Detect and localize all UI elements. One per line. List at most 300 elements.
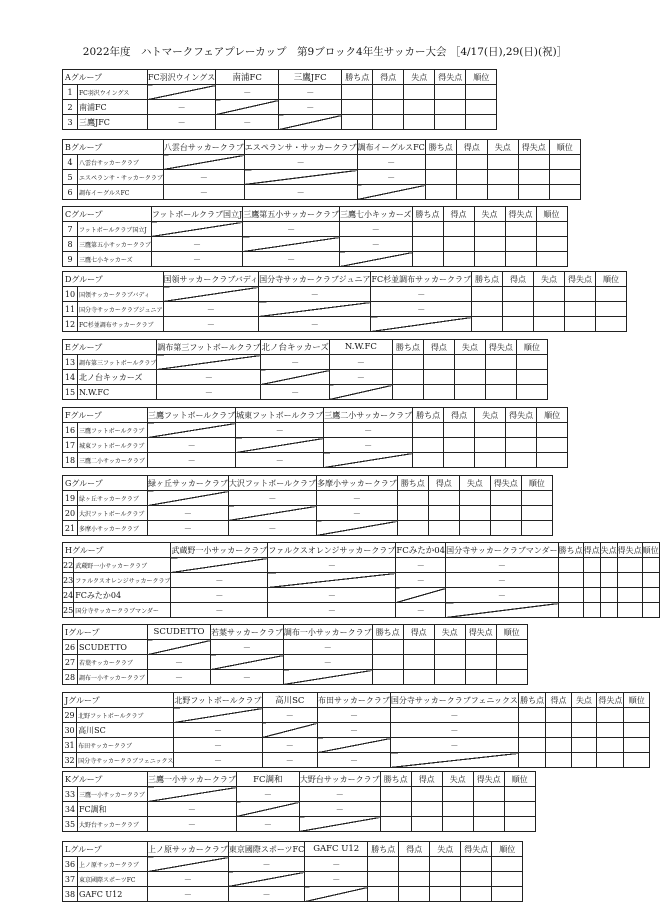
stat-cell bbox=[558, 603, 583, 618]
team-row bbox=[63, 370, 548, 385]
stat-header: 得失点 bbox=[485, 340, 516, 355]
team-column-header: SCUDETTO bbox=[148, 625, 211, 640]
stat-header: 得失点 bbox=[518, 140, 549, 155]
stat-header: 失点 bbox=[571, 693, 596, 708]
team-name: 上ノ原サッカークラブ bbox=[78, 857, 148, 872]
group-name: Eグループ bbox=[63, 340, 157, 355]
self-match-cell bbox=[211, 655, 284, 670]
stat-cell bbox=[597, 723, 624, 738]
stat-cell bbox=[504, 802, 535, 817]
group-table bbox=[62, 339, 548, 400]
match-result-cell: － bbox=[305, 857, 368, 872]
match-result-cell: － bbox=[446, 558, 559, 573]
match-result-cell: － bbox=[171, 573, 268, 588]
match-result-cell: － bbox=[148, 817, 237, 832]
match-result-cell: － bbox=[446, 573, 559, 588]
stat-header: 失点 bbox=[533, 272, 564, 287]
team-number: 12 bbox=[63, 317, 78, 332]
stat-header: 得失点 bbox=[505, 207, 536, 222]
match-result-cell: － bbox=[329, 370, 392, 385]
team-number: 2 bbox=[63, 100, 78, 115]
stat-cell bbox=[397, 506, 428, 521]
team-row bbox=[63, 355, 548, 370]
team-name: 三鷹JFC bbox=[78, 115, 148, 130]
self-match-cell bbox=[446, 603, 559, 618]
match-result-cell: － bbox=[357, 170, 425, 185]
match-result-cell: － bbox=[262, 753, 318, 768]
team-name: 三鷹七小キッカーズ bbox=[78, 252, 152, 267]
stat-cell bbox=[428, 521, 459, 536]
stat-cell bbox=[454, 370, 485, 385]
stat-header: 勝ち点 bbox=[380, 772, 411, 787]
team-row bbox=[63, 655, 528, 670]
match-result-cell: － bbox=[446, 588, 559, 603]
stat-cell bbox=[536, 252, 567, 267]
stat-cell bbox=[533, 302, 564, 317]
stat-cell bbox=[442, 817, 473, 832]
match-result-cell: － bbox=[163, 302, 259, 317]
match-result-cell: － bbox=[279, 100, 342, 115]
team-number: 32 bbox=[63, 753, 77, 768]
group-name: Lグループ bbox=[63, 842, 148, 857]
stat-cell bbox=[372, 655, 403, 670]
team-row bbox=[63, 302, 627, 317]
team-row bbox=[63, 317, 627, 332]
stat-cell bbox=[404, 85, 435, 100]
team-column-header: 多摩小サッカークラブ bbox=[316, 476, 397, 491]
team-name: 国分寺サッカークラブジュニア bbox=[78, 302, 164, 317]
team-column-header: 北野フットボールクラブ bbox=[174, 693, 262, 708]
match-result-cell: － bbox=[236, 787, 299, 802]
stat-header: 得点 bbox=[502, 272, 533, 287]
team-number: 13 bbox=[63, 355, 78, 370]
match-result-cell: － bbox=[261, 385, 329, 400]
match-result-cell: － bbox=[390, 738, 518, 753]
match-result-cell: － bbox=[283, 640, 372, 655]
team-name: 調布イーグルスFC bbox=[78, 185, 164, 200]
team-number: 3 bbox=[63, 115, 78, 130]
team-row bbox=[63, 155, 581, 170]
match-result-cell: － bbox=[148, 802, 237, 817]
stat-cell bbox=[516, 370, 547, 385]
team-column-header: FC調和 bbox=[236, 772, 299, 787]
team-number: 22 bbox=[63, 558, 74, 573]
team-name: 高川SC bbox=[77, 723, 174, 738]
match-result-cell: － bbox=[211, 670, 284, 685]
self-match-cell bbox=[174, 708, 262, 723]
stat-cell bbox=[516, 385, 547, 400]
stat-cell bbox=[536, 222, 567, 237]
stat-cell bbox=[505, 237, 536, 252]
team-column-header: 東京國際スポーツFC bbox=[228, 842, 304, 857]
group-header-row bbox=[63, 272, 627, 287]
team-row bbox=[63, 100, 497, 115]
stat-header: 失点 bbox=[434, 625, 465, 640]
stat-cell bbox=[465, 640, 496, 655]
match-result-cell: － bbox=[390, 708, 518, 723]
team-number: 19 bbox=[63, 491, 78, 506]
team-number: 7 bbox=[63, 222, 78, 237]
stat-header: 勝ち点 bbox=[518, 693, 545, 708]
stat-header: 順位 bbox=[492, 842, 523, 857]
team-number: 30 bbox=[63, 723, 77, 738]
stat-header: 順位 bbox=[537, 408, 568, 423]
team-name: 東京國際スポーツFC bbox=[78, 872, 148, 887]
stat-cell bbox=[466, 115, 497, 130]
stat-cell bbox=[617, 588, 642, 603]
team-name: 城東フットボールクラブ bbox=[78, 438, 148, 453]
stat-cell bbox=[600, 558, 617, 573]
stat-cell bbox=[536, 237, 567, 252]
stat-cell bbox=[518, 738, 545, 753]
group-header-row bbox=[63, 543, 660, 558]
match-result-cell: － bbox=[259, 287, 371, 302]
self-match-cell bbox=[329, 385, 392, 400]
team-name: 国領サッカークラブバディ bbox=[78, 287, 164, 302]
stat-cell bbox=[373, 115, 404, 130]
self-match-cell bbox=[243, 237, 340, 252]
stat-cell bbox=[490, 521, 521, 536]
team-row bbox=[63, 252, 568, 267]
team-number: 5 bbox=[63, 170, 78, 185]
team-column-header: FC羽沢ウイングス bbox=[148, 70, 216, 85]
team-number: 29 bbox=[63, 708, 77, 723]
stat-cell bbox=[600, 573, 617, 588]
team-column-header: 三鷹二小サッカークラブ bbox=[324, 408, 413, 423]
team-column-header: 南浦FC bbox=[216, 70, 279, 85]
team-name: 北ノ台キッカーズ bbox=[78, 370, 157, 385]
stat-cell bbox=[465, 655, 496, 670]
stat-cell bbox=[487, 185, 518, 200]
stat-cell bbox=[473, 802, 504, 817]
stat-cell bbox=[368, 887, 399, 902]
team-row bbox=[63, 640, 528, 655]
stat-header: 失点 bbox=[442, 772, 473, 787]
team-row bbox=[63, 85, 497, 100]
stat-cell bbox=[624, 753, 650, 768]
team-number: 26 bbox=[63, 640, 78, 655]
stat-header: 得失点 bbox=[465, 625, 496, 640]
stat-cell bbox=[506, 453, 537, 468]
match-result-cell: － bbox=[236, 817, 299, 832]
match-result-cell: － bbox=[283, 655, 372, 670]
group-name: Dグループ bbox=[63, 272, 164, 287]
group-header-row bbox=[63, 140, 581, 155]
stat-cell bbox=[492, 857, 523, 872]
stat-header: 勝ち点 bbox=[413, 408, 444, 423]
match-result-cell: － bbox=[151, 237, 242, 252]
team-name: 緑ヶ丘サッカークラブ bbox=[78, 491, 148, 506]
stat-cell bbox=[624, 708, 650, 723]
stat-cell bbox=[459, 491, 490, 506]
stat-cell bbox=[423, 385, 454, 400]
team-number: 33 bbox=[63, 787, 78, 802]
stat-cell bbox=[571, 753, 596, 768]
match-result-cell: － bbox=[396, 573, 446, 588]
self-match-cell bbox=[148, 787, 237, 802]
stat-cell bbox=[571, 738, 596, 753]
match-result-cell: － bbox=[316, 491, 397, 506]
stat-cell bbox=[399, 872, 430, 887]
self-match-cell bbox=[316, 521, 397, 536]
stat-cell bbox=[642, 558, 659, 573]
stat-cell bbox=[624, 738, 650, 753]
stat-header: 失点 bbox=[430, 842, 461, 857]
group-table bbox=[62, 271, 627, 332]
stat-cell bbox=[434, 655, 465, 670]
team-column-header: 調布第三フットボールクラブ bbox=[157, 340, 261, 355]
stat-cell bbox=[487, 170, 518, 185]
team-number: 18 bbox=[63, 453, 78, 468]
stat-cell bbox=[456, 155, 487, 170]
stat-header: 得失点 bbox=[617, 543, 642, 558]
team-name: N.W.FC bbox=[78, 385, 157, 400]
stat-cell bbox=[459, 521, 490, 536]
stat-cell bbox=[518, 708, 545, 723]
match-result-cell: － bbox=[324, 438, 413, 453]
team-row bbox=[63, 558, 660, 573]
team-number: 1 bbox=[63, 85, 78, 100]
stat-header: 順位 bbox=[595, 272, 626, 287]
group-header-row bbox=[63, 207, 568, 222]
team-column-header: 国領サッカークラブバディ bbox=[163, 272, 259, 287]
stat-header: 得点 bbox=[456, 140, 487, 155]
self-match-cell bbox=[279, 115, 342, 130]
stat-header: 得点 bbox=[423, 340, 454, 355]
stat-cell bbox=[595, 287, 626, 302]
stat-cell bbox=[521, 491, 552, 506]
self-match-cell bbox=[305, 887, 368, 902]
team-name: FC杉並調布サッカークラブ bbox=[78, 317, 164, 332]
match-result-cell: － bbox=[148, 438, 236, 453]
stat-cell bbox=[397, 521, 428, 536]
stat-cell bbox=[423, 370, 454, 385]
stat-cell bbox=[518, 155, 549, 170]
stat-cell bbox=[518, 185, 549, 200]
team-number: 25 bbox=[63, 603, 74, 618]
self-match-cell bbox=[299, 817, 380, 832]
team-name: フットボールクラブ国立J bbox=[78, 222, 152, 237]
match-result-cell: － bbox=[171, 588, 268, 603]
team-number: 14 bbox=[63, 370, 78, 385]
self-match-cell bbox=[151, 222, 242, 237]
team-number: 8 bbox=[63, 237, 78, 252]
stat-cell bbox=[471, 302, 502, 317]
stat-header: 得失点 bbox=[564, 272, 595, 287]
match-result-cell: － bbox=[371, 302, 472, 317]
stat-cell bbox=[399, 887, 430, 902]
match-result-cell: － bbox=[171, 603, 268, 618]
stat-cell bbox=[546, 708, 571, 723]
stat-cell bbox=[461, 857, 492, 872]
stat-header: 得点 bbox=[411, 772, 442, 787]
stat-cell bbox=[404, 115, 435, 130]
group-header-row bbox=[63, 408, 568, 423]
team-name: 八雲台サッカークラブ bbox=[78, 155, 164, 170]
stat-cell bbox=[475, 453, 506, 468]
self-match-cell bbox=[262, 723, 318, 738]
match-result-cell: － bbox=[259, 317, 371, 332]
team-name: 多摩小サッカークラブ bbox=[78, 521, 148, 536]
stat-header: 得点 bbox=[546, 693, 571, 708]
team-column-header: 高川SC bbox=[262, 693, 318, 708]
match-result-cell: － bbox=[262, 708, 318, 723]
stat-header: 得点 bbox=[583, 543, 600, 558]
stat-cell bbox=[434, 640, 465, 655]
stat-cell bbox=[411, 802, 442, 817]
stat-cell bbox=[392, 370, 423, 385]
stat-cell bbox=[471, 287, 502, 302]
stat-cell bbox=[461, 887, 492, 902]
team-name: 三鷹一小サッカークラブ bbox=[78, 787, 148, 802]
stat-cell bbox=[496, 640, 527, 655]
team-row bbox=[63, 222, 568, 237]
stat-cell bbox=[485, 370, 516, 385]
team-row bbox=[63, 787, 536, 802]
stat-cell bbox=[642, 573, 659, 588]
team-column-header: 若葉サッカークラブ bbox=[211, 625, 284, 640]
self-match-cell bbox=[148, 640, 211, 655]
team-column-header: 城東フットボールクラブ bbox=[236, 408, 324, 423]
team-column-header: 三鷹七小キッカーズ bbox=[340, 207, 412, 222]
self-match-cell bbox=[324, 453, 413, 468]
stat-cell bbox=[485, 385, 516, 400]
stat-header: 勝ち点 bbox=[342, 70, 373, 85]
stat-cell bbox=[475, 423, 506, 438]
group-header-row bbox=[63, 842, 523, 857]
team-name: FC羽沢ウイングス bbox=[78, 85, 148, 100]
stat-cell bbox=[466, 85, 497, 100]
stat-cell bbox=[617, 573, 642, 588]
self-match-cell bbox=[244, 170, 357, 185]
self-match-cell bbox=[236, 438, 324, 453]
self-match-cell bbox=[268, 573, 396, 588]
stat-header: 得失点 bbox=[461, 842, 492, 857]
group-header-row bbox=[63, 625, 528, 640]
team-row bbox=[63, 170, 581, 185]
team-row bbox=[63, 423, 568, 438]
stat-cell bbox=[518, 723, 545, 738]
stat-cell bbox=[466, 100, 497, 115]
stat-cell bbox=[428, 506, 459, 521]
stat-cell bbox=[597, 708, 624, 723]
team-name: FC調和 bbox=[78, 802, 148, 817]
match-result-cell: － bbox=[324, 423, 413, 438]
stat-cell bbox=[624, 723, 650, 738]
match-result-cell: － bbox=[174, 723, 262, 738]
stat-cell bbox=[372, 670, 403, 685]
group-header-row bbox=[63, 772, 536, 787]
team-column-header: ファルクスオレンジサッカークラブ bbox=[268, 543, 396, 558]
team-row bbox=[63, 453, 568, 468]
team-name: 武蔵野一小サッカークラブ bbox=[74, 558, 171, 573]
stat-cell bbox=[425, 170, 456, 185]
group-name: Jグループ bbox=[63, 693, 174, 708]
group-table bbox=[62, 841, 523, 902]
stat-cell bbox=[473, 787, 504, 802]
team-column-header: 布田サッカークラブ bbox=[318, 693, 391, 708]
team-column-header: 上ノ原サッカークラブ bbox=[148, 842, 229, 857]
stat-cell bbox=[533, 287, 564, 302]
stat-cell bbox=[430, 887, 461, 902]
stat-cell bbox=[392, 355, 423, 370]
stat-cell bbox=[600, 588, 617, 603]
stat-cell bbox=[583, 603, 600, 618]
stat-cell bbox=[487, 155, 518, 170]
stat-cell bbox=[537, 423, 568, 438]
match-result-cell: － bbox=[228, 491, 316, 506]
stat-cell bbox=[380, 802, 411, 817]
stat-cell bbox=[456, 170, 487, 185]
stat-cell bbox=[505, 252, 536, 267]
match-result-cell: － bbox=[228, 887, 304, 902]
group-table bbox=[62, 692, 650, 768]
match-result-cell: － bbox=[216, 115, 279, 130]
stat-cell bbox=[471, 317, 502, 332]
group-table bbox=[62, 139, 581, 200]
stat-cell bbox=[459, 506, 490, 521]
stat-header: 勝ち点 bbox=[558, 543, 583, 558]
self-match-cell bbox=[171, 558, 268, 573]
stat-header: 失点 bbox=[474, 207, 505, 222]
match-result-cell: － bbox=[371, 287, 472, 302]
stat-cell bbox=[435, 100, 466, 115]
stat-cell bbox=[549, 155, 580, 170]
stat-header: 得失点 bbox=[506, 408, 537, 423]
team-number: 15 bbox=[63, 385, 78, 400]
team-row bbox=[63, 237, 568, 252]
match-result-cell: － bbox=[228, 857, 304, 872]
stat-cell bbox=[403, 670, 434, 685]
stat-cell bbox=[434, 670, 465, 685]
stat-cell bbox=[454, 355, 485, 370]
stat-cell bbox=[600, 603, 617, 618]
stat-cell bbox=[423, 355, 454, 370]
team-row bbox=[63, 887, 523, 902]
stat-cell bbox=[473, 817, 504, 832]
match-result-cell: － bbox=[163, 185, 244, 200]
team-name: 布田サッカークラブ bbox=[77, 738, 174, 753]
group-name: Iグループ bbox=[63, 625, 148, 640]
match-result-cell: － bbox=[211, 640, 284, 655]
stat-cell bbox=[430, 872, 461, 887]
group-table bbox=[62, 206, 568, 267]
stat-cell bbox=[454, 385, 485, 400]
team-number: 21 bbox=[63, 521, 78, 536]
stat-cell bbox=[537, 453, 568, 468]
match-result-cell: － bbox=[216, 85, 279, 100]
stat-header: 勝ち点 bbox=[392, 340, 423, 355]
stat-header: 勝ち点 bbox=[471, 272, 502, 287]
team-row bbox=[63, 857, 523, 872]
group-table bbox=[62, 624, 528, 685]
stat-cell bbox=[492, 887, 523, 902]
stat-cell bbox=[502, 317, 533, 332]
team-name: 大野台サッカークラブ bbox=[78, 817, 148, 832]
team-column-header: 調布一小サッカークラブ bbox=[283, 625, 372, 640]
match-result-cell: － bbox=[299, 787, 380, 802]
match-result-cell: － bbox=[151, 252, 242, 267]
team-column-header: 国分寺サッカークラブマンダー bbox=[446, 543, 559, 558]
stat-cell bbox=[571, 723, 596, 738]
team-column-header: 三鷹JFC bbox=[279, 70, 342, 85]
stat-header: 失点 bbox=[404, 70, 435, 85]
stat-header: 得点 bbox=[443, 207, 474, 222]
team-number: 10 bbox=[63, 287, 78, 302]
stat-cell bbox=[475, 438, 506, 453]
stat-cell bbox=[403, 640, 434, 655]
team-name: 三鷹第五小サッカークラブ bbox=[78, 237, 152, 252]
